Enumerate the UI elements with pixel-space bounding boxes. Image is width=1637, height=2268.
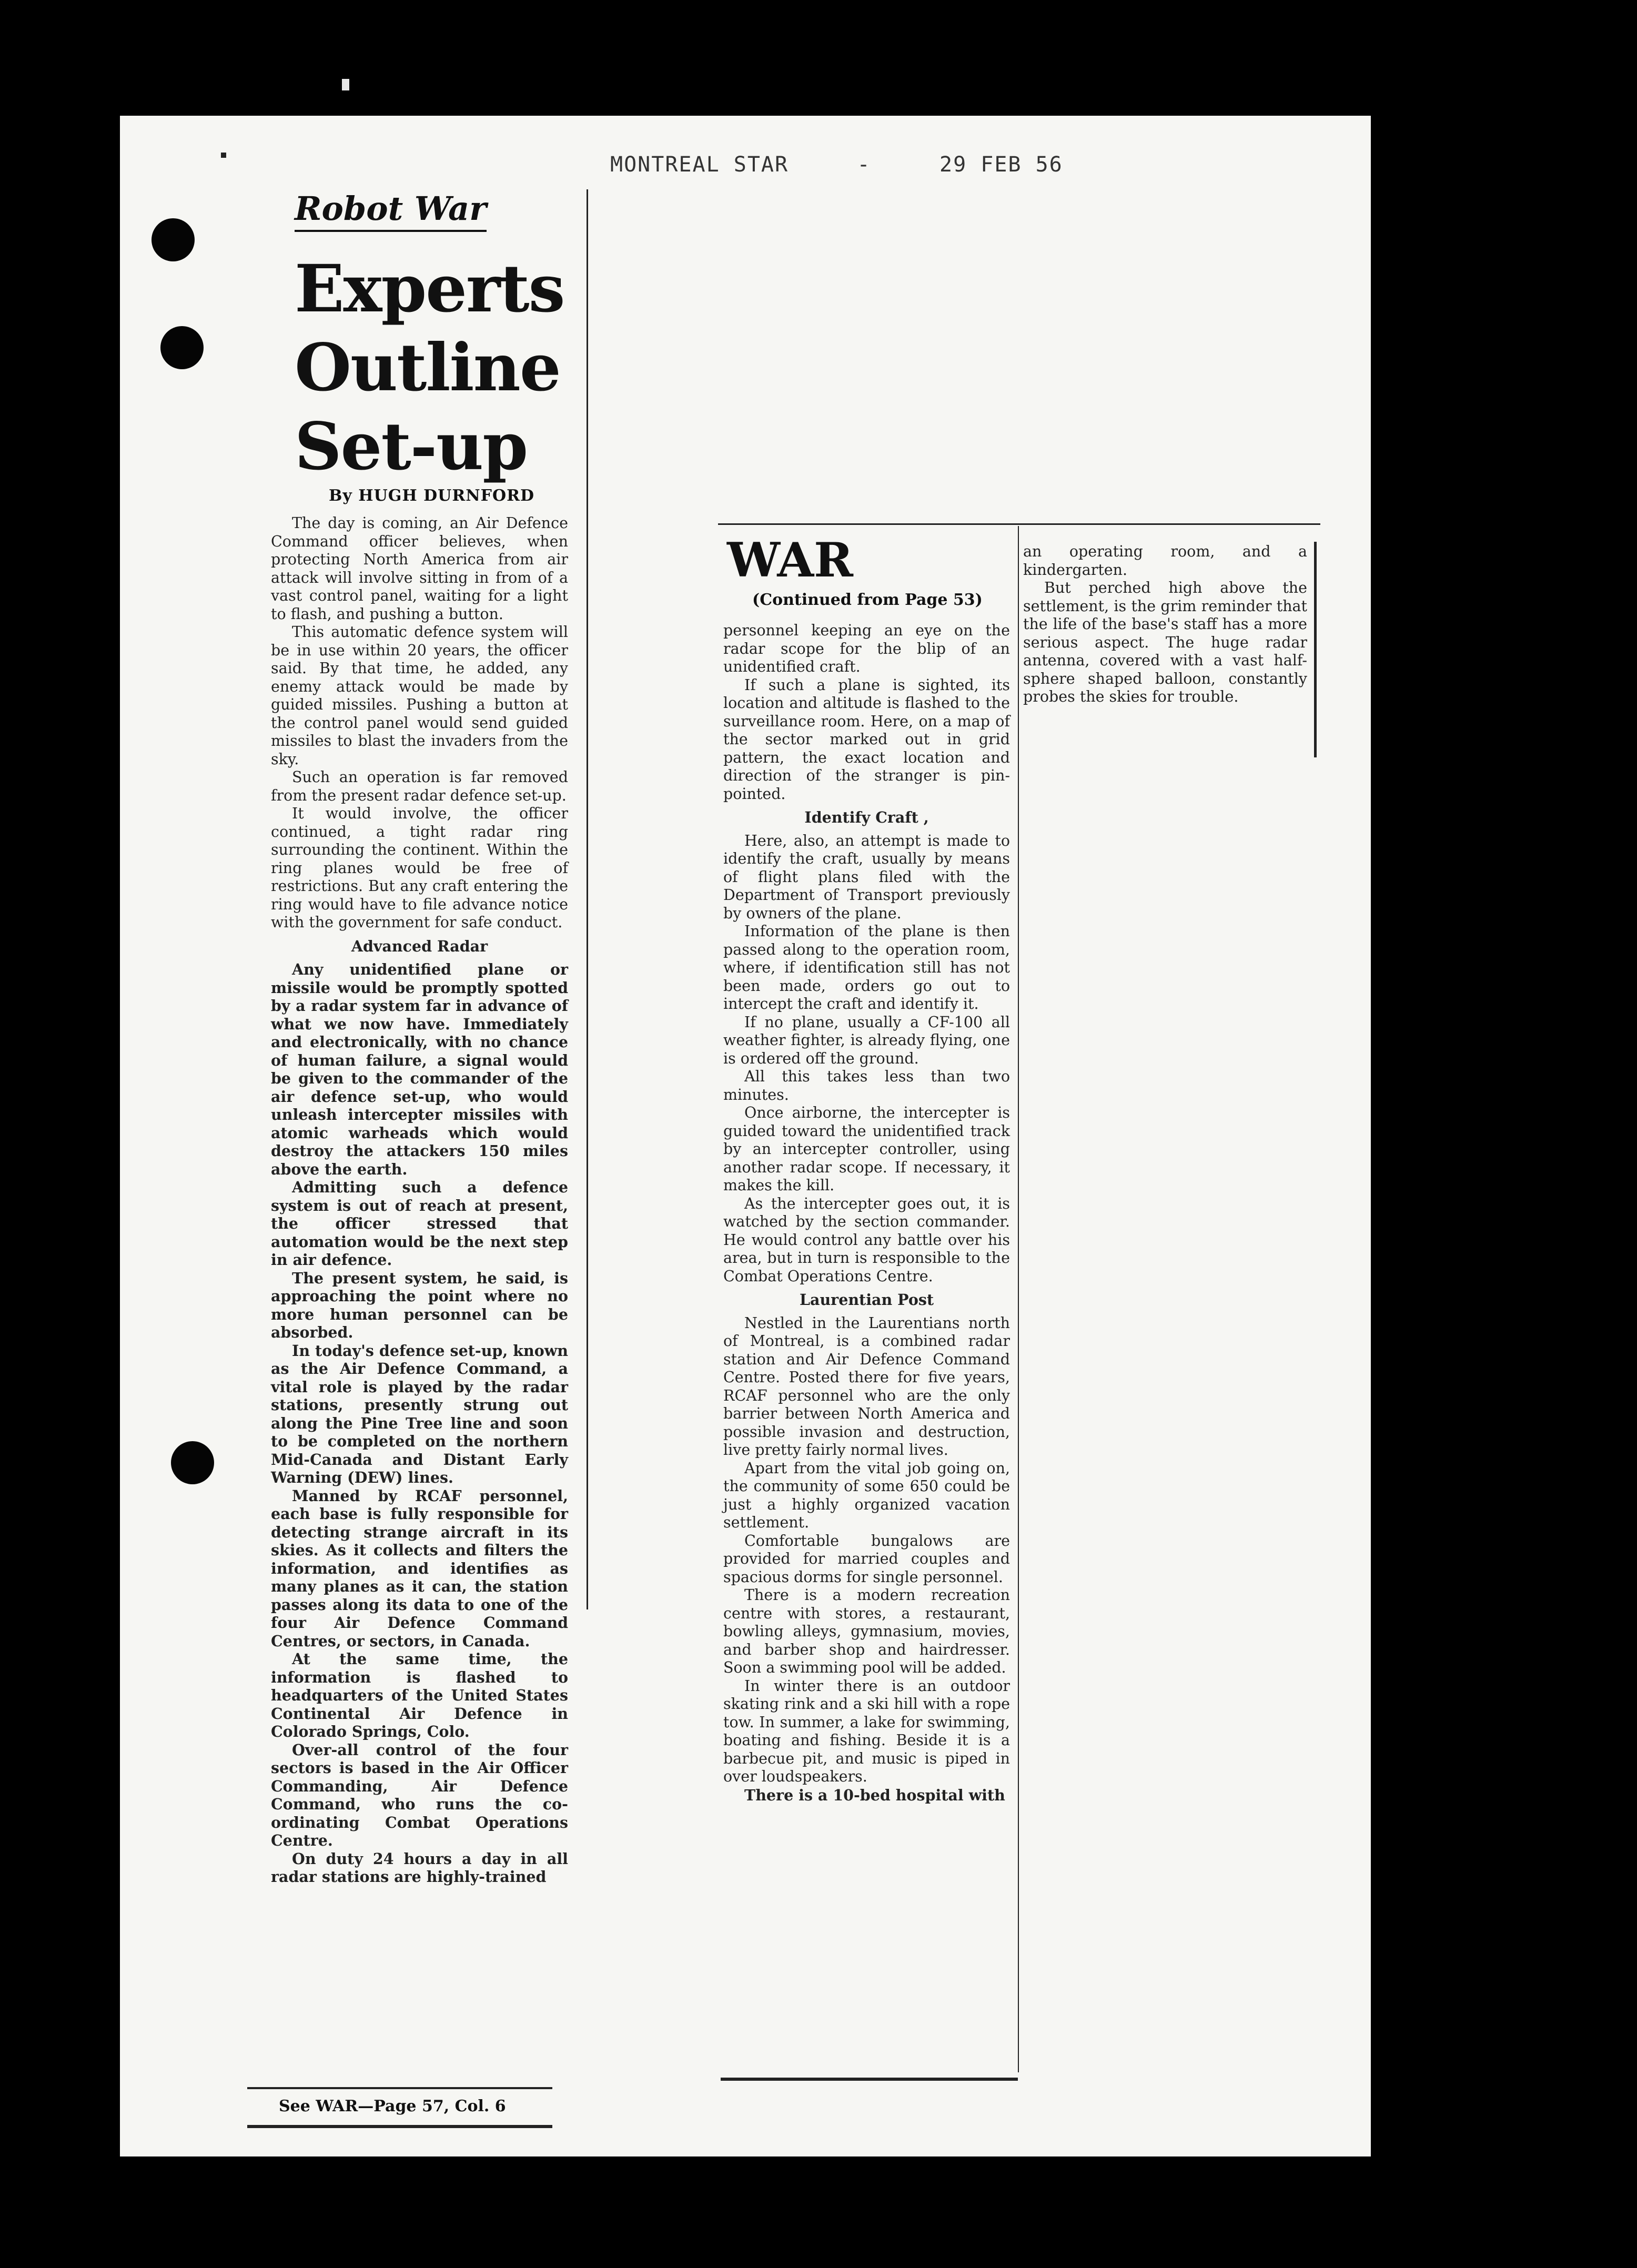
- masthead-stamp: [610, 153, 1063, 177]
- bold-section: [271, 960, 568, 1886]
- paragraph: If no plane, usually a CF-100 all weather fighter, is already flying, one is ordered off the ground.: [723, 1013, 1010, 1067]
- paragraph: Nestled in the Laurentians north of Montreal, is a combined radar station and Air Defence Command Centre. Posted there for five years, RCAF personnel who are the only barrier between North America and possible invasion and destruction, live pretty fairly normal lives.: [723, 1314, 1010, 1459]
- headline-text: Experts Outline Set-up: [295, 251, 564, 485]
- binder-hole: [171, 1441, 214, 1484]
- paragraph: Here, also, an attempt is made to identify the craft, usually by means of flight plans filed with the Department of Transport previously by owners of the plane.: [723, 832, 1010, 922]
- paragraph: personnel keeping an eye on the radar scope for the blip of an unidentified craft.: [723, 622, 1010, 675]
- paragraph: If such a plane is sighted, its location and altitude is flashed to the surveillance room. Here, on a map of the sector marked out in grid pattern, the exact location and direction of the stranger is pin-pointed.: [723, 676, 1010, 803]
- publication-name: MONTREAL STAR: [610, 153, 789, 177]
- paragraph: On duty 24 hours a day in all radar stations are highly-trained: [271, 1849, 568, 1886]
- continued-from: (Continued from Page 53): [752, 591, 983, 609]
- paragraph: an operating room, and a kindergarten.: [1023, 543, 1307, 579]
- dust-speck: [342, 79, 349, 90]
- footer-rule-top: [247, 2087, 552, 2089]
- continuation-head: WAR: [727, 532, 853, 588]
- paragraph: Once airborne, the intercepter is guided toward the unidentified track by an intercepter controller, using another radar scope. If necessary, it makes the kill.: [723, 1104, 1010, 1194]
- continuation-rule-bottom: [721, 2078, 1018, 2081]
- dust-speck: [221, 153, 226, 158]
- article-byline: By HUGH DURNFORD: [329, 487, 535, 505]
- paragraph: But perched high above the settlement, is the grim reminder that the life of the base's staff has a more serious aspect. The huge radar antenna, covered with a vast half-sphere shaped balloon, constantly probes the skies for trouble.: [1023, 579, 1307, 705]
- stamp-separator: -: [857, 153, 871, 177]
- paragraph: The present system, he said, is approaching the point where no more human personnel can be absorbed.: [271, 1269, 568, 1341]
- publication-date: 29 FEB 56: [939, 153, 1063, 177]
- paragraph: The day is coming, an Air Defence Command officer believes, when protecting North America from air attack will involve sitting in from of a vast control panel, waiting for a light to flash, and pushing a button.: [271, 514, 568, 623]
- continuation-rule-top: [718, 523, 1320, 525]
- paragraph: Any unidentified plane or missile would be promptly spotted by a radar system far in advance of what we now have. Immediately and electronically, with no chance of human failure, a signal would be given to the commander of the air defence set-up, who would unleash intercepter missiles with atomic warheads which would destroy the attackers 150 miles above the earth.: [271, 960, 568, 1178]
- paragraph: In today's defence set-up, known as the Air Defence Command, a vital role is played by the radar stations, presently strung out along the Pine Tree line and soon to be completed on the northern Mid-Canada and Distant Early Warning (DEW) lines.: [271, 1341, 568, 1486]
- article-column-2: [723, 622, 1010, 1804]
- paragraph: In winter there is an outdoor skating rink and a ski hill with a rope tow. In summer, a lake for swimming, boating and fishing. Beside it is a barbecue pit, and music is piped in over loudspeakers.: [723, 1677, 1010, 1785]
- paragraph: Apart from the vital job going on, the community of some 650 could be just a highly organized vacation settlement.: [723, 1459, 1010, 1531]
- column-rule: [587, 189, 588, 1609]
- paragraph: Admitting such a defence system is out of reach at present, the officer stressed that automation would be the next step in air defence.: [271, 1178, 568, 1269]
- subhead-identify-craft: Identify Craft ,: [804, 808, 929, 826]
- paragraph: It would involve, the officer continued, a tight radar ring surrounding the continent. Within the ring planes would be free of restrictions. But any craft entering the ring would have to file advance notice with the government for safe conduct.: [271, 805, 568, 931]
- paragraph: Such an operation is far removed from the present radar defence set-up.: [271, 768, 568, 804]
- paragraph: All this takes less than two minutes.: [723, 1068, 1010, 1103]
- paragraph: There is a 10-bed hospital with: [744, 1786, 1005, 1804]
- paragraph: As the intercepter goes out, it is watched by the section commander. He would control any battle over his area, but in turn is responsible to the Combat Operations Centre.: [723, 1194, 1010, 1285]
- article-kicker: Robot War: [295, 189, 487, 232]
- paragraph: Information of the plane is then passed along to the operation room, where, if identification still has not been made, orders go out to intercept the craft and identify it.: [723, 923, 1010, 1012]
- subhead-laurentian-post: Laurentian Post: [799, 1291, 934, 1309]
- jump-line: See WAR—Page 57, Col. 6: [279, 2097, 506, 2115]
- column-rule: [1018, 526, 1019, 2072]
- footer-rule-bottom: [247, 2125, 552, 2128]
- article-headline: [295, 250, 568, 487]
- paragraph: There is a modern recreation centre with stores, a restaurant, bowling alleys, gymnasium, movies, and barber shop and hairdresser. Soon a swimming pool will be added.: [723, 1586, 1010, 1676]
- binder-hole: [151, 218, 195, 261]
- paragraph: Manned by RCAF personnel, each base is fully responsible for detecting strange aircraft in its skies. As it collects and filters the information, and identifies as many planes as it can, the station passes along its data to one of the four Air Defence Command Centres, or sectors, in Canada.: [271, 1486, 568, 1650]
- binder-hole: [160, 326, 204, 369]
- column-rule: [1314, 542, 1317, 757]
- article-column-3: [1023, 543, 1307, 706]
- paragraph: At the same time, the information is flashed to headquarters of the United States Continental Air Defence in Colorado Springs, Colo.: [271, 1650, 568, 1740]
- article-column-1: [271, 514, 568, 1886]
- paragraph: Over-all control of the four sectors is based in the Air Officer Commanding, Air Defence Command, who runs the co-ordinating Combat Operations Centre.: [271, 1740, 568, 1849]
- paragraph: This automatic defence system will be in use within 20 years, the officer said. By that time, he added, any enemy attack would be made by guided missiles. Pushing a button at the control panel would send guided missiles to blast the invaders from the sky.: [271, 623, 568, 768]
- paragraph: Comfortable bungalows are provided for married couples and spacious dorms for single personnel.: [723, 1532, 1010, 1586]
- subhead-advanced-radar: Advanced Radar: [351, 937, 488, 955]
